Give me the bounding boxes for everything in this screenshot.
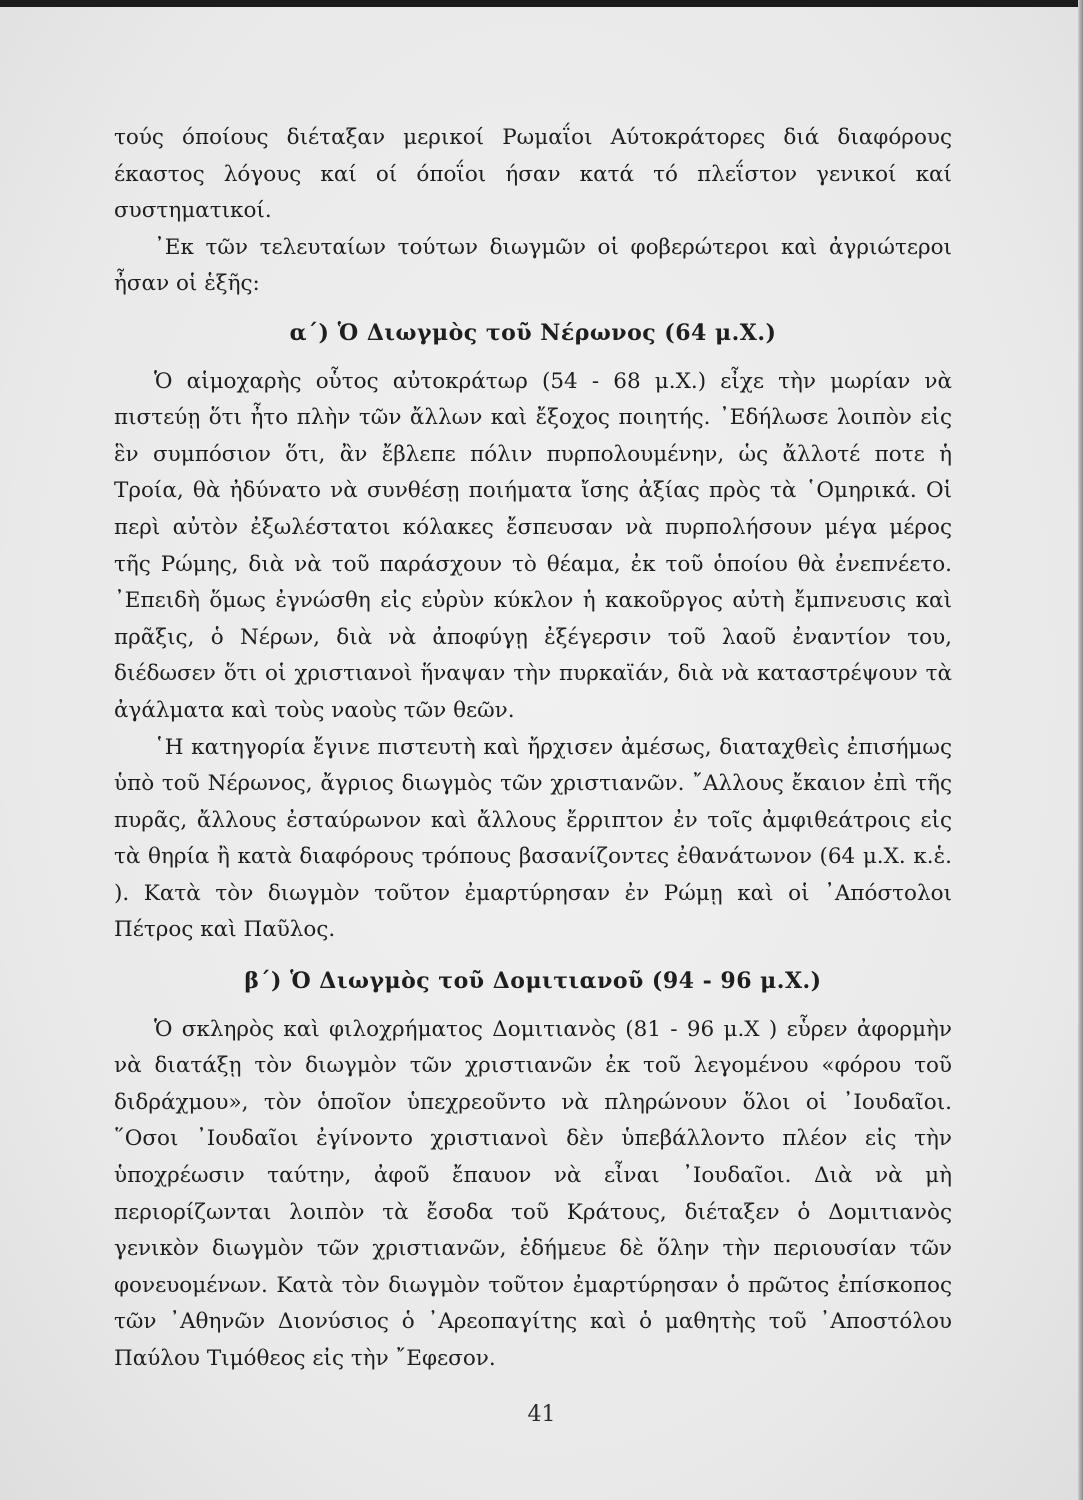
section-b-paragraph-1: Ὁ σκληρὸς καὶ φιλοχρήματος Δομιτιανὸς (81 - 96 μ.Χ ) εὗρεν ἀφορμὴν νὰ διατάξῃ τὸν διωγμὸν τῶν χριστιανῶν ἐκ τοῦ λεγομένου «φόρου τοῦ διδράχμου», τὸν ὁποῖον ὑπεχρεοῦντο νὰ πληρώνουν ὅλοι οἱ ᾿Ιουδαῖοι. ῞Οσοι ᾿Ιουδαῖοι ἐγίνοντο χριστιανοὶ δὲν ὑπεβάλλοντο πλέον εἰς τὴν ὑποχρέωσιν ταύτην, ἀφοῦ ἔπαυον νὰ εἶναι ᾿Ιουδαῖοι. Διὰ νὰ μὴ περιορίζωνται λοιπὸν τὰ ἔσοδα τοῦ Κράτους, διέταξεν ὁ Δομιτιανὸς γενικὸν διωγμὸν τῶν χριστιανῶν, ἐδήμευε δὲ ὅλην τὴν περιουσίαν τῶν φονευομένων. Κατὰ τὸν διωγμὸν τοῦτον ἐμαρτύρησαν ὁ πρῶτος ἐπίσκοπος τῶν ᾿Αθηνῶν Διονύσιος ὁ ᾿Αρεοπαγίτης καὶ ὁ μαθητὴς τοῦ ᾿Αποστόλου Παύλου Τιμόθεος εἰς τὴν ῎Εφεσον. — [114, 1016, 952, 1371]
page-number: 41 — [527, 1402, 556, 1427]
section-b-heading: β΄) Ὁ Διωγμὸς τοῦ Δομιτιανοῦ (94 - 96 μ.Χ.) — [244, 968, 822, 995]
page-top-border — [0, 0, 1083, 7]
page-right-border — [1078, 0, 1083, 1500]
page-text — [114, 120, 952, 1378]
intro-paragraph-1: τούς όποίους διέταξαν μερικοί Ρωμαΐοι Αύτοκράτορες διά διαφόρους έκαστος λόγους καί οί όποΐοι ήσαν κατά τό πλεΐστον γενικοί καί συστηματικοί. — [114, 125, 952, 224]
section-a-heading: α΄) Ὁ Διωγμὸς τοῦ Νέρωνος (64 μ.Χ.) — [289, 319, 777, 346]
intro-paragraph-2: ᾿Εκ τῶν τελευταίων τούτων διωγμῶν οἱ φοβερώτεροι καὶ ἀγριώτεροι ἦσαν οἱ ἑξῆς: — [114, 234, 952, 297]
section-a-paragraph-1: Ὁ αἱμοχαρὴς οὗτος αὐτοκράτωρ (54 - 68 μ.Χ.) εἶχε τὴν μωρίαν νὰ πιστεύῃ ὅτι ἦτο πλὴν τῶν ἄλλων καὶ ἔξοχος ποιητής. ᾿Εδήλωσε λοιπὸν εἰς ἓν συμπόσιον ὅτι, ἂν ἔβλεπε πόλιν πυρπολουμένην, ὡς ἄλλοτέ ποτε ἡ Τροία, θὰ ἠδύνατο νὰ συνθέσῃ ποιήματα ἴσης ἀξίας πρὸς τὰ ῾Ομηρικά. Οἱ περὶ αὐτὸν ἐξωλέστατοι κόλακες ἔσπευσαν νὰ πυρπολήσουν μέγα μέρος τῆς Ρώμης, διὰ νὰ τοῦ παράσχουν τὸ θέαμα, ἐκ τοῦ ὁποίου θὰ ἐνεπνέετο. ᾿Επειδὴ ὅμως ἐγνώσθη εἰς εὐρὺν κύκλον ἡ κακοῦργος αὐτὴ ἔμπνευσις καὶ πρᾶξις, ὁ Νέρων, διὰ νὰ ἀποφύγῃ ἐξέγερσιν τοῦ λαοῦ ἐναντίον του, διέδωσεν ὅτι οἱ χριστιανοὶ ἥναψαν τὴν πυρκαϊάν, διὰ νὰ καταστρέψουν τὰ ἀγάλματα καὶ τοὺς ναοὺς τῶν θεῶν. — [114, 368, 952, 723]
section-a-paragraph-2: ῾Η κατηγορία ἔγινε πιστευτὴ καὶ ἤρχισεν ἀμέσως, διαταχθεὶς ἐπισήμως ὑπὸ τοῦ Νέρωνος, ἄγριος διωγμὸς τῶν χριστιανῶν. ῎Αλλους ἔκαιον ἐπὶ τῆς πυρᾶς, ἄλλους ἐσταύρωνον καὶ ἄλλους ἔρριπτον ἐν τοῖς ἀμφιθεάτροις εἰς τὰ θηρία ἢ κατὰ διαφόρους τρόπους βασανίζοντες ἐθανάτωνον (64 μ.Χ. κ.ἑ. ). Κατὰ τὸν διωγμὸν τοῦτον ἐμαρτύρησαν ἐν Ρώμῃ καὶ οἱ ᾿Απόστολοι Πέτρος καὶ Παῦλος. — [114, 734, 952, 943]
